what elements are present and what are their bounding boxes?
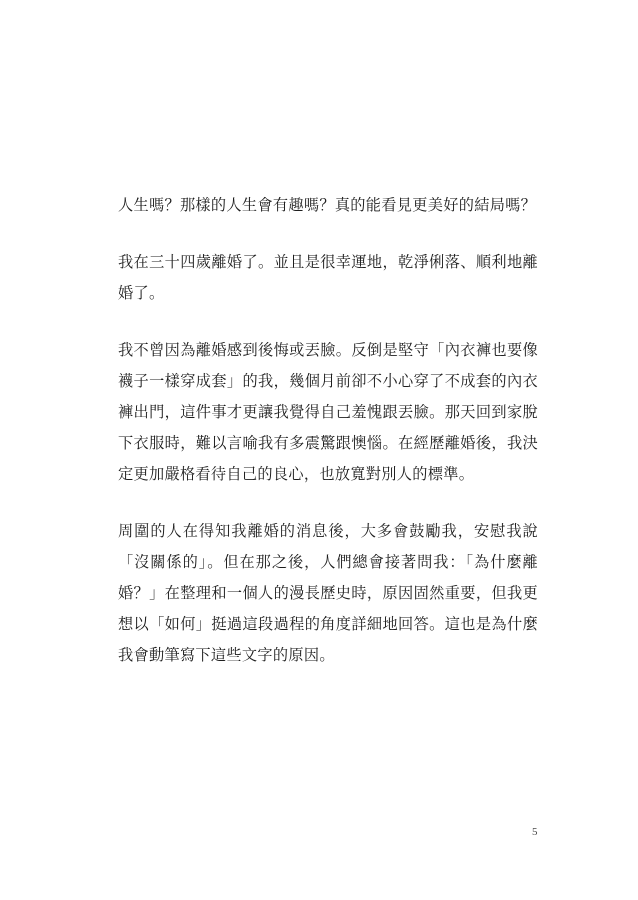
paragraph: 我不曾因為離婚感到後悔或丟臉。反倒是堅守「內衣褲也要像襪子一樣穿成套」的我，幾個月前卻不小心穿了不成套的內衣褲出門，這件事才更讓我覺得自己羞愧跟丟臉。那天回到家脫下衣服時，難以言喻我有多震驚跟懊惱。在經歷離婚後，我決定更加嚴格看待自己的良心，也放寬對別人的標準。 [118,342,538,483]
body-text-column [118,190,538,671]
page-number: 5 [532,826,538,838]
paragraph: 我在三十四歲離婚了。並且是很幸運地，乾淨俐落、順利地離婚了。 [118,254,538,302]
paragraph: 周圍的人在得知我離婚的消息後，大多會鼓勵我，安慰我說「沒關係的」。但在那之後，人們總會接著問我：「為什麼離婚？」在整理和一個人的漫長歷史時，原因固然重要，但我更想以「如何」挺過這段過程的角度詳細地回答。這也是為什麼我會動筆寫下這些文字的原因。 [118,523,538,664]
paragraph: 人生嗎？那樣的人生會有趣嗎？真的能看見更美好的結局嗎？ [118,197,537,214]
